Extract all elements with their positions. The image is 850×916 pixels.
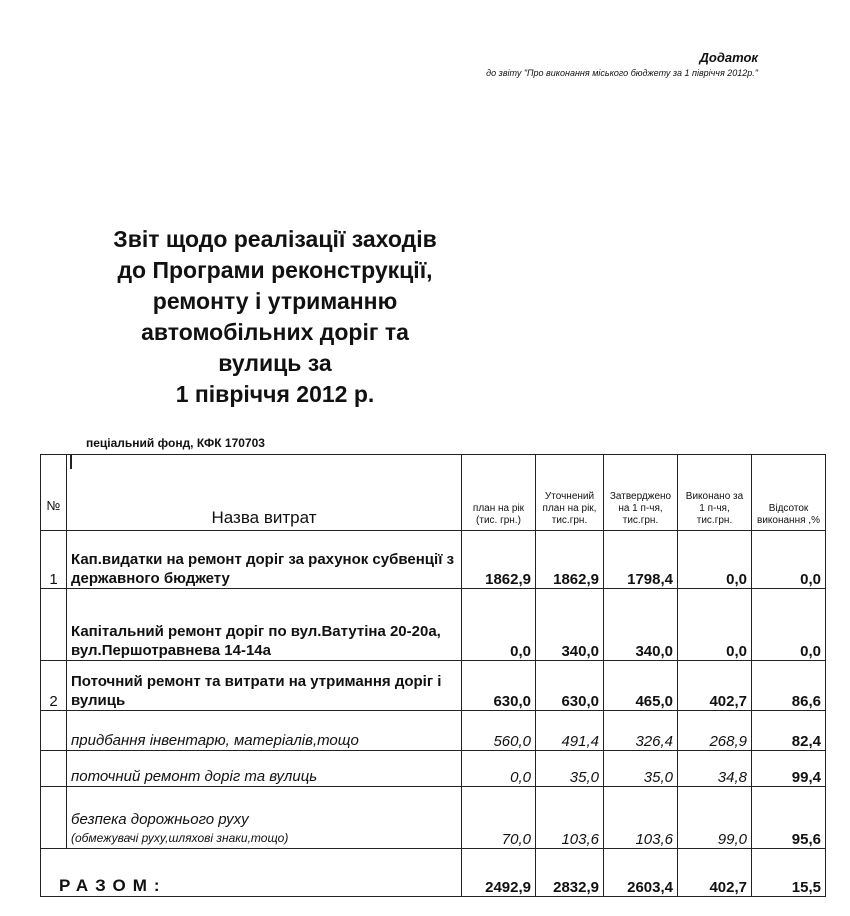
row-percent: 99,4 bbox=[752, 751, 826, 787]
row-number bbox=[41, 751, 67, 787]
table-row bbox=[41, 589, 826, 661]
row-plan: 0,0 bbox=[462, 751, 536, 787]
table-row bbox=[41, 787, 826, 849]
report-title-line: ремонту і утриманню bbox=[152, 288, 398, 314]
row-number: 2 bbox=[41, 661, 67, 711]
table-row bbox=[41, 711, 826, 751]
addendum-title: Додаток bbox=[699, 50, 758, 65]
report-title-line: до Програми реконструкції, bbox=[117, 257, 433, 283]
row-approved: 35,0 bbox=[604, 751, 678, 787]
row-plan: 0,0 bbox=[462, 589, 536, 661]
row-approved: 326,4 bbox=[604, 711, 678, 751]
header-percent: Відсоток виконання ,% bbox=[752, 455, 826, 531]
row-percent: 95,6 bbox=[752, 787, 826, 849]
row-percent: 0,0 bbox=[752, 531, 826, 589]
row-plan-adjusted: 103,6 bbox=[536, 787, 604, 849]
row-name: поточний ремонт доріг та вулиць bbox=[67, 751, 462, 787]
row-approved: 1798,4 bbox=[604, 531, 678, 589]
total-done: 402,7 bbox=[678, 849, 752, 897]
fund-label: пеціальний фонд, КФК 170703 bbox=[86, 436, 265, 450]
row-number bbox=[41, 589, 67, 661]
row-done: 0,0 bbox=[678, 531, 752, 589]
total-plan: 2492,9 bbox=[462, 849, 536, 897]
table-total-row bbox=[41, 849, 826, 897]
report-title-line: 1 півріччя 2012 р. bbox=[175, 381, 375, 407]
row-plan: 560,0 bbox=[462, 711, 536, 751]
row-number: 1 bbox=[41, 531, 67, 589]
row-name-note: (обмежувачі руху,шляхові знаки,тощо) bbox=[71, 831, 289, 845]
row-percent: 82,4 bbox=[752, 711, 826, 751]
total-approved: 2603,4 bbox=[604, 849, 678, 897]
total-label: РАЗОМ: bbox=[41, 849, 462, 897]
header-approved: Затверджено на 1 п-чя, тис.грн. bbox=[604, 455, 678, 531]
table-row bbox=[41, 751, 826, 787]
row-plan-adjusted: 491,4 bbox=[536, 711, 604, 751]
row-name: Капітальний ремонт доріг по вул.Ватутіна 20-20а, вул.Першотравнева 14-14а bbox=[67, 589, 462, 661]
row-name: Кап.видатки на ремонт доріг за рахунок субвенції з державного бюджету bbox=[67, 531, 462, 589]
row-percent: 86,6 bbox=[752, 661, 826, 711]
row-name bbox=[67, 787, 462, 849]
addendum-subtitle: до звіту "Про виконання міського бюджету за 1 півріччя 2012р." bbox=[486, 68, 758, 78]
row-percent: 0,0 bbox=[752, 589, 826, 661]
table-row bbox=[41, 531, 826, 589]
row-plan-adjusted: 630,0 bbox=[536, 661, 604, 711]
report-title-line: вулиць за bbox=[218, 350, 332, 376]
report-title-line: автомобільних доріг та bbox=[141, 319, 409, 345]
table-header-row bbox=[41, 455, 826, 531]
row-plan-adjusted: 1862,9 bbox=[536, 531, 604, 589]
row-approved: 103,6 bbox=[604, 787, 678, 849]
row-name: придбання інвентарю, матеріалів,тощо bbox=[67, 711, 462, 751]
row-done: 268,9 bbox=[678, 711, 752, 751]
row-plan-adjusted: 340,0 bbox=[536, 589, 604, 661]
row-plan-adjusted: 35,0 bbox=[536, 751, 604, 787]
header-no: № bbox=[41, 455, 67, 531]
row-approved: 465,0 bbox=[604, 661, 678, 711]
row-plan: 1862,9 bbox=[462, 531, 536, 589]
expenditure-table bbox=[40, 454, 826, 897]
row-done: 34,8 bbox=[678, 751, 752, 787]
total-percent: 15,5 bbox=[752, 849, 826, 897]
total-plan-adjusted: 2832,9 bbox=[536, 849, 604, 897]
row-done: 99,0 bbox=[678, 787, 752, 849]
header-plan: план на рік (тис. грн.) bbox=[462, 455, 536, 531]
row-name: Поточний ремонт та витрати на утримання доріг і вулиць bbox=[67, 661, 462, 711]
row-number bbox=[41, 787, 67, 849]
row-approved: 340,0 bbox=[604, 589, 678, 661]
header-plan-adjusted: Уточнений план на рік, тис.грн. bbox=[536, 455, 604, 531]
table-row bbox=[41, 661, 826, 711]
row-plan: 630,0 bbox=[462, 661, 536, 711]
row-plan: 70,0 bbox=[462, 787, 536, 849]
report-title-line: Звіт щодо реалізації заходів bbox=[113, 226, 437, 252]
row-number bbox=[41, 711, 67, 751]
row-done: 0,0 bbox=[678, 589, 752, 661]
report-title bbox=[60, 224, 490, 410]
row-done: 402,7 bbox=[678, 661, 752, 711]
header-name: Назва витрат bbox=[67, 455, 462, 531]
header-done: Виконано за 1 п-чя, тис.грн. bbox=[678, 455, 752, 531]
addendum-block bbox=[486, 50, 758, 78]
row-name-main: безпека дорожнього руху bbox=[71, 811, 249, 828]
